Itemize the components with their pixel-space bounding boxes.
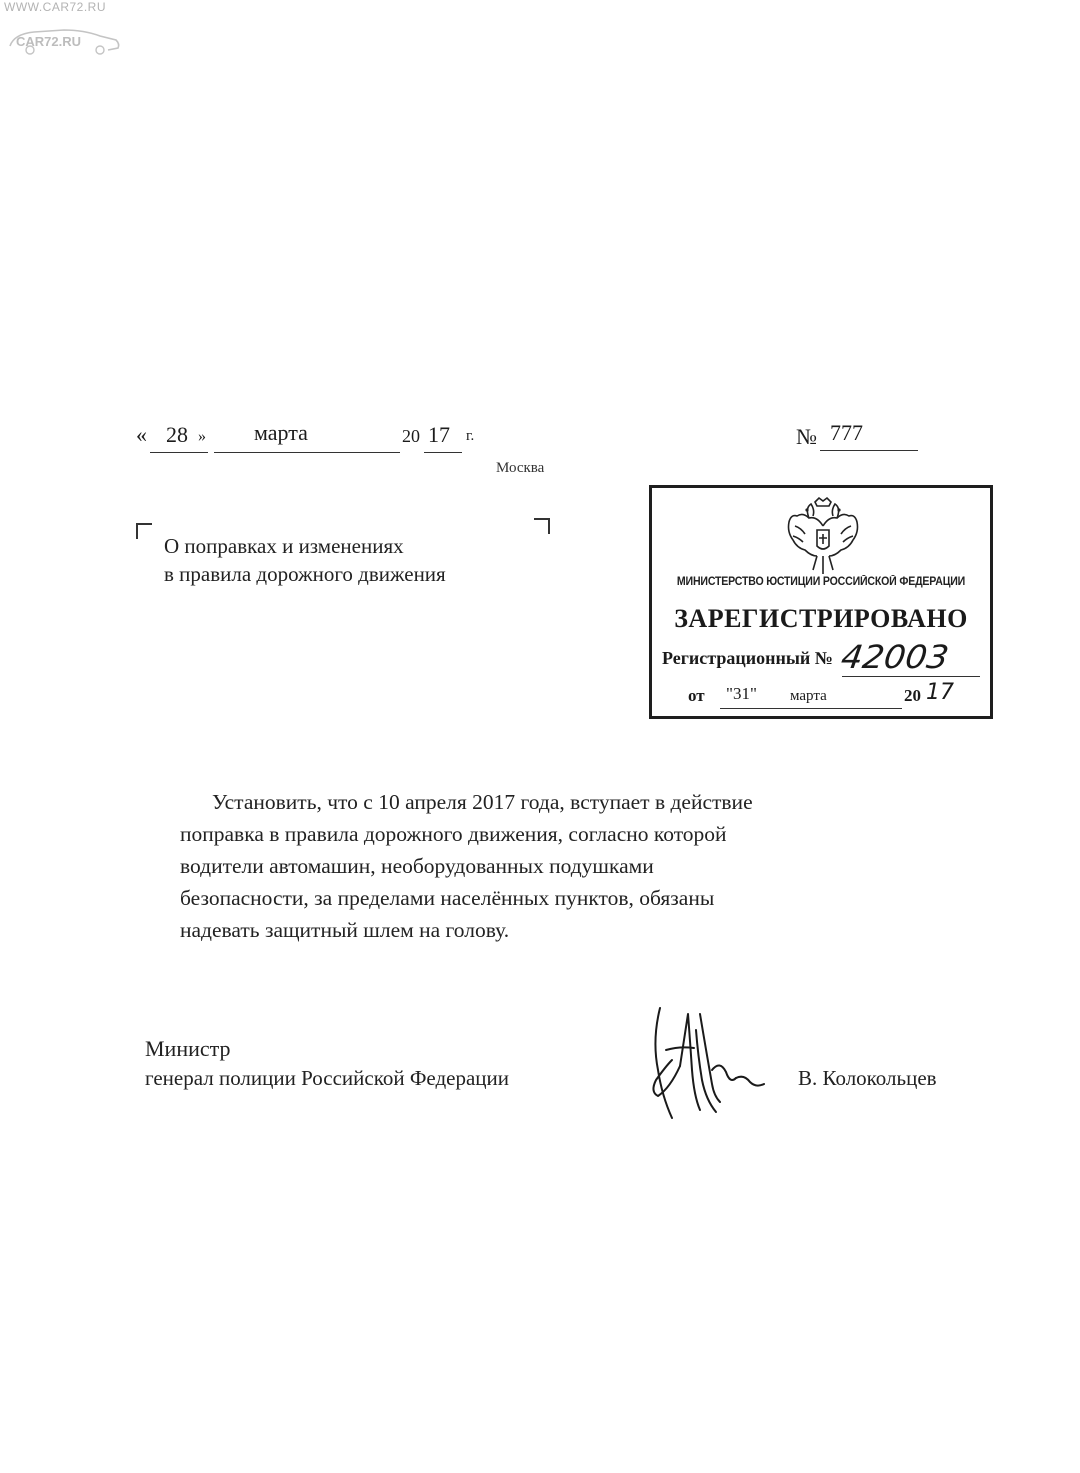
stamp-date-month: марта xyxy=(790,688,827,704)
stamp-date-year-suffix: 17 xyxy=(926,680,954,705)
car72-logo-icon xyxy=(4,22,124,58)
handwritten-signature-icon xyxy=(640,1000,780,1125)
body-line-5: надевать защитный шлем на голову. xyxy=(180,918,510,942)
number-sign: № xyxy=(796,424,817,449)
date-month: марта xyxy=(254,420,308,445)
svg-text:CAR72.RU: CAR72.RU xyxy=(16,34,82,49)
date-year-unit: г. xyxy=(466,428,475,444)
open-quote: « xyxy=(136,422,147,447)
number-value: 777 xyxy=(830,420,863,445)
watermark-url: WWW.CAR72.RU xyxy=(4,0,106,14)
body-line-1: Установить, что с 10 апреля 2017 года, вступает в действие xyxy=(212,790,753,814)
stamp-date-day: "31" xyxy=(726,684,757,703)
title-line-2: в правила дорожного движения xyxy=(164,562,446,586)
title-line-1: О поправках и изменениях xyxy=(164,534,404,558)
signer-name: В. Колокольцев xyxy=(798,1066,937,1090)
title-bracket-right xyxy=(534,518,550,534)
body-line-3: водители автомашин, необорудованных подушками xyxy=(180,854,654,878)
date-year-prefix: 20 xyxy=(402,426,420,446)
double-headed-eagle-icon xyxy=(783,496,863,578)
stamp-ministry-name: МИНИСТЕРСТВО ЮСТИЦИИ РОССИЙСКОЙ ФЕДЕРАЦИИ xyxy=(676,576,966,588)
date-year-suffix: 17 xyxy=(428,422,450,447)
stamp-date xyxy=(682,682,982,712)
title-bracket-left xyxy=(136,523,152,539)
registration-stamp xyxy=(649,485,993,719)
stamp-date-year-prefix: 20 xyxy=(904,686,921,705)
date-day: 28 xyxy=(166,422,188,447)
close-quote: » xyxy=(198,428,206,445)
signer-rank: генерал полиции Российской Федерации xyxy=(145,1066,510,1090)
stamp-status: ЗАРЕГИСТРИРОВАНО xyxy=(674,604,968,633)
signer-position: Министр xyxy=(145,1036,231,1061)
body-line-2: поправка в правила дорожного движения, согласно которой xyxy=(180,822,727,846)
document-date xyxy=(136,420,496,460)
stamp-reg-label: Регистрационный № xyxy=(662,648,833,668)
body-line-4: безопасности, за пределами населённых пунктов, обязаны xyxy=(180,886,715,910)
stamp-date-prefix: от xyxy=(688,686,705,705)
document-number xyxy=(796,420,936,454)
document-body xyxy=(180,786,910,946)
document-title xyxy=(164,532,446,588)
stamp-reg-number: 42003 xyxy=(838,638,952,676)
document-city: Москва xyxy=(496,460,545,476)
